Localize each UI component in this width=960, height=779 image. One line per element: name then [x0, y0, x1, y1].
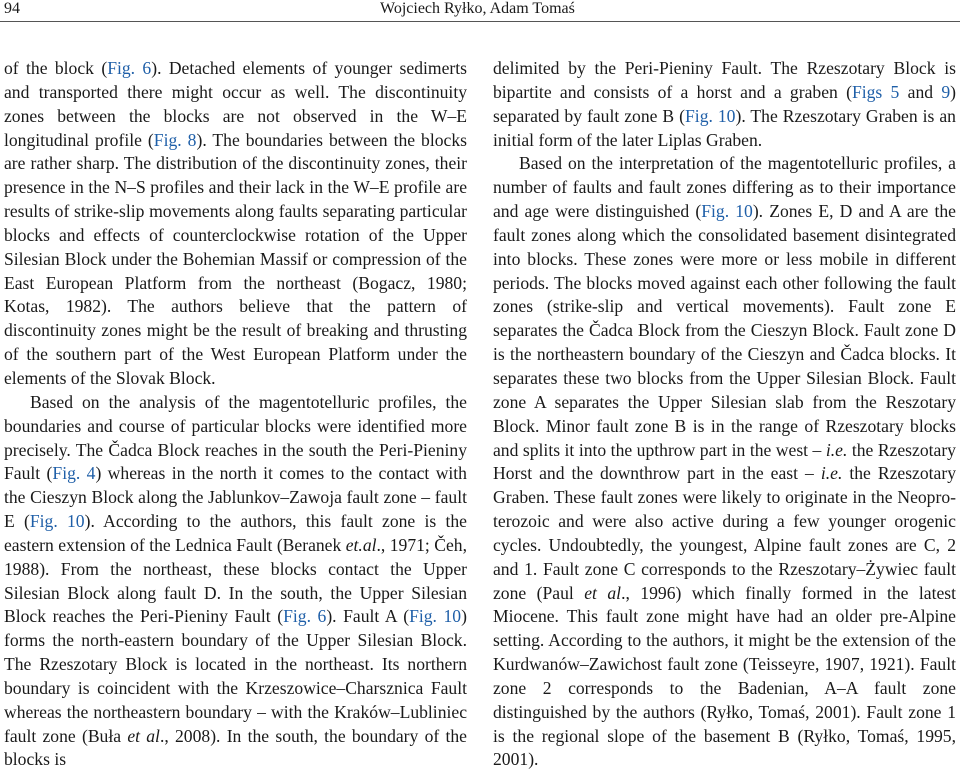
text-run: ). The boundaries between the blocks are rather sharp. The distribution of the discontinuity zones, their presence in the N–S profiles and their lack in the W–E profile are results of strike-slip movements along faults separating particular blocks and effects of counterclockwise rotation of the Upper Silesian Block under the Bohemian Massif or compression of the East European Platform from the northeast (Bogacz, 1980; Kotas, 1982). The authors believe that the pattern of discontinuity zones might be the result of breaking and thrusting of the southern part of the West European Platform under the elements of the Slovak Block. [4, 129, 467, 388]
figure-reference-link[interactable]: Fig. 10 [701, 201, 753, 222]
paragraph [493, 57, 956, 152]
text-run: ) separated by fault zone B ( [493, 81, 956, 126]
text-run: ). According to the authors, this fault zone is the eastern extension of the Lednica Fault (Beranek [4, 511, 467, 555]
header-rule [0, 21, 960, 22]
paragraph [493, 152, 956, 772]
italic-text: et al [127, 725, 160, 746]
figure-reference-link[interactable]: Figs 5 [851, 81, 900, 102]
left-column [4, 57, 467, 772]
figure-reference-link[interactable]: 9 [941, 81, 951, 102]
right-column [493, 57, 956, 772]
figure-reference-link[interactable]: Fig. 4 [52, 463, 96, 484]
text-run: ). Fault A ( [326, 606, 410, 627]
figure-reference-link[interactable]: Fig. 6 [107, 58, 152, 78]
text-run: ., 2008). In the south, the boundary of the blocks is [4, 725, 467, 770]
figure-reference-link[interactable]: Fig. 10 [29, 511, 85, 532]
figure-reference-link[interactable]: Fig. 10 [409, 606, 462, 627]
figure-reference-link[interactable]: Fig. 6 [283, 606, 327, 627]
text-run: ) whereas in the north it comes to the contact with the Cieszyn Block along the Jablunkov–Zawoja fault zone – fault E ( [4, 463, 467, 532]
text-run: the Rzeszotary Graben. These fault zones were likely to originate in the Neoproterozoic and were also active during a few younger orogenic cycles. Undoubtedly, the youngest, Alpine fault zones are C, 2 and 1. Fault zone C corresponds to the Rzeszotary–Żywiec fault zone (Paul [493, 463, 957, 603]
text-run: ). Detached elements of younger sedimerts and transported there might occur as well. The discontinuity zones between the blocks are not observed in the W–E longitudinal profile ( [4, 58, 467, 150]
text-run: Based on the interpretation of the magentotelluric profiles, a number of faults and fault zones differing as to their importance and age were distinguished ( [493, 153, 956, 222]
page-number: 94 [4, 0, 20, 17]
text-run: of the block ( [4, 58, 108, 78]
figure-reference-link[interactable]: Fig. 8 [153, 129, 197, 150]
italic-text: et.al [345, 534, 377, 555]
running-head-authors: Wojciech Ryłko, Adam Tomaś [380, 0, 575, 17]
text-run: ., 1971; Čeh, 1988). From the northeast, these blocks contact the Upper Silesian Block along fault D. In the south, the Upper Silesian Block reaches the Peri-Pieniny Fault ( [4, 534, 467, 627]
paragraph [4, 57, 467, 391]
text-run: ) forms the north-eastern boundary of the Upper Silesian Block. The Rzeszotary Block is located in the northeast. Its northern boundary is coincident with the Krzeszowice–Charsznica Fault whereas the northeastern boundary – with the Kraków–Lubliniec fault zone (Buła [4, 606, 467, 746]
text-run: Based on the analysis of the magentotelluric profiles, the boundaries and course of particular blocks were identified more precisely. The Čadca Block reaches in the south the Peri-Pieniny Fault ( [4, 391, 467, 484]
italic-text: i.e. [820, 463, 843, 484]
running-header [0, 0, 960, 22]
paragraph [4, 391, 467, 773]
text-run: the Rzeszotary Horst and the downthrow part in the east – [493, 439, 956, 484]
text-run: ). Zones E, D and A are the fault zones along which the consolidated basement disintegrated into blocks. These zones were more or less mobile in different periods. The blocks moved against each other following the fault zones (strike-slip and vertical movements). Fault zone E separates the Čadca Block from the Cieszyn Block. Fault zone D is the northeastern boundary of the Cieszyn and Čadca blocks. It separates these two blocks from the Upper Silesian Block. Fault zone A separates the Upper Silesian slab from the Reszotary Block. Minor fault zone B is in the range of Rzeszotary blocks and splits it into the upthrow part in the west – [493, 201, 956, 460]
text-run: ., 1996) which finally formed in the latest Miocene. This fault zone might have had an older pre-Alpine setting. According to the authors, it might be the extension of the Kurdwanów–Zawichost fault zone (Teisseyre, 1907, 1921). Fault zone 2 corresponds to the Badenian, A–A fault zone distinguished by the authors (Ryłko, Tomaś, 2001). Fault zone 1 is the regional slope of the basement B (Ryłko, Tomaś, 1995, 2001). [493, 582, 957, 770]
text-run: delimited by the Peri-Pieniny Fault. The Rzeszotary Block is bipartite and consists of a horst and a graben ( [493, 58, 956, 102]
italic-text: et al [584, 582, 622, 603]
figure-reference-link[interactable]: Fig. 10 [685, 105, 736, 126]
text-run: and [899, 81, 942, 102]
text-run: ). The Rzeszotary Graben is an initial form of the later Liplas Graben. [493, 105, 956, 150]
italic-text: i.e. [825, 439, 848, 460]
